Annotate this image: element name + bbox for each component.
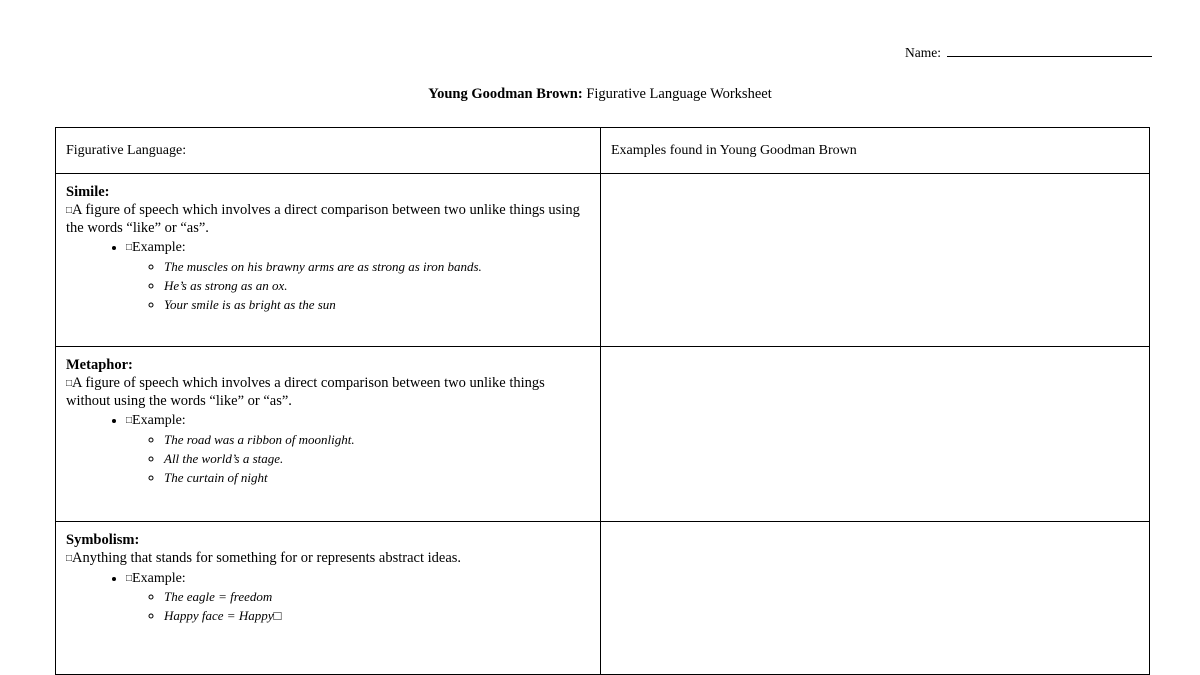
term-title: Metaphor: bbox=[66, 357, 133, 373]
empty-box-icon: □ bbox=[126, 572, 133, 584]
list-item: ◦ The muscles on his brawny arms are as strong as iron bands. bbox=[164, 258, 590, 277]
name-label: Name: bbox=[905, 45, 941, 60]
table-row bbox=[56, 347, 1150, 522]
example-list bbox=[66, 570, 590, 626]
list-item: ◦ The eagle = freedom bbox=[164, 588, 590, 607]
answer-cell-simile[interactable] bbox=[601, 174, 1150, 347]
example-label-item bbox=[126, 412, 590, 487]
answer-cell-metaphor[interactable] bbox=[601, 347, 1150, 522]
figurative-language-table bbox=[55, 127, 1150, 675]
empty-box-icon: □ bbox=[66, 205, 73, 216]
header-cell-left: Figurative Language: bbox=[56, 128, 601, 174]
title-work: Young Goodman Brown: bbox=[428, 86, 583, 102]
answer-cell-symbolism[interactable] bbox=[601, 522, 1150, 675]
term-definition bbox=[66, 375, 590, 410]
title-subtitle: Figurative Language Worksheet bbox=[586, 86, 772, 102]
table-row bbox=[56, 522, 1150, 675]
term-definition bbox=[66, 550, 590, 568]
name-field-row bbox=[905, 44, 1152, 61]
empty-box-icon: □ bbox=[66, 553, 73, 564]
list-item: ◦ Your smile is as bright as the sun bbox=[164, 296, 590, 315]
empty-box-icon: □ bbox=[126, 242, 133, 254]
example-sublist bbox=[126, 258, 590, 315]
empty-box-icon: □ bbox=[66, 378, 73, 389]
example-label: Example: bbox=[132, 570, 186, 586]
example-label: Example: bbox=[132, 413, 186, 429]
header-cell-right: Examples found in Young Goodman Brown bbox=[601, 128, 1150, 174]
list-item: ◦ The curtain of night bbox=[164, 469, 590, 488]
example-label: Example: bbox=[132, 240, 186, 256]
definition-text: A figure of speech which involves a direct comparison between two unlike things using the words “like” or “as”. bbox=[66, 202, 580, 236]
list-item: ◦ The road was a ribbon of moonlight. bbox=[164, 431, 590, 450]
term-title: Symbolism: bbox=[66, 532, 140, 548]
term-cell-simile bbox=[56, 174, 601, 347]
term-title: Simile: bbox=[66, 184, 110, 200]
example-list bbox=[66, 412, 590, 487]
definition-text: Anything that stands for something for or represents abstract ideas. bbox=[72, 550, 462, 566]
term-cell-metaphor bbox=[56, 347, 601, 522]
example-label-item bbox=[126, 570, 590, 626]
example-sublist bbox=[126, 431, 590, 488]
list-item: ◦ Happy face = Happy□ bbox=[164, 607, 590, 626]
example-sublist bbox=[126, 588, 590, 626]
example-list bbox=[66, 239, 590, 314]
list-item: ◦ He’s as strong as an ox. bbox=[164, 277, 590, 296]
list-item: ◦ All the world’s a stage. bbox=[164, 450, 590, 469]
example-label-item bbox=[126, 239, 590, 314]
term-cell-symbolism bbox=[56, 522, 601, 675]
term-definition bbox=[66, 202, 590, 237]
empty-box-icon: □ bbox=[126, 415, 133, 427]
table-row bbox=[56, 174, 1150, 347]
table-header-row bbox=[56, 128, 1150, 174]
page-title bbox=[0, 86, 1200, 103]
name-input-line[interactable] bbox=[947, 44, 1152, 57]
definition-text: A figure of speech which involves a direct comparison between two unlike things without using the words “like” or “as”. bbox=[66, 375, 545, 409]
